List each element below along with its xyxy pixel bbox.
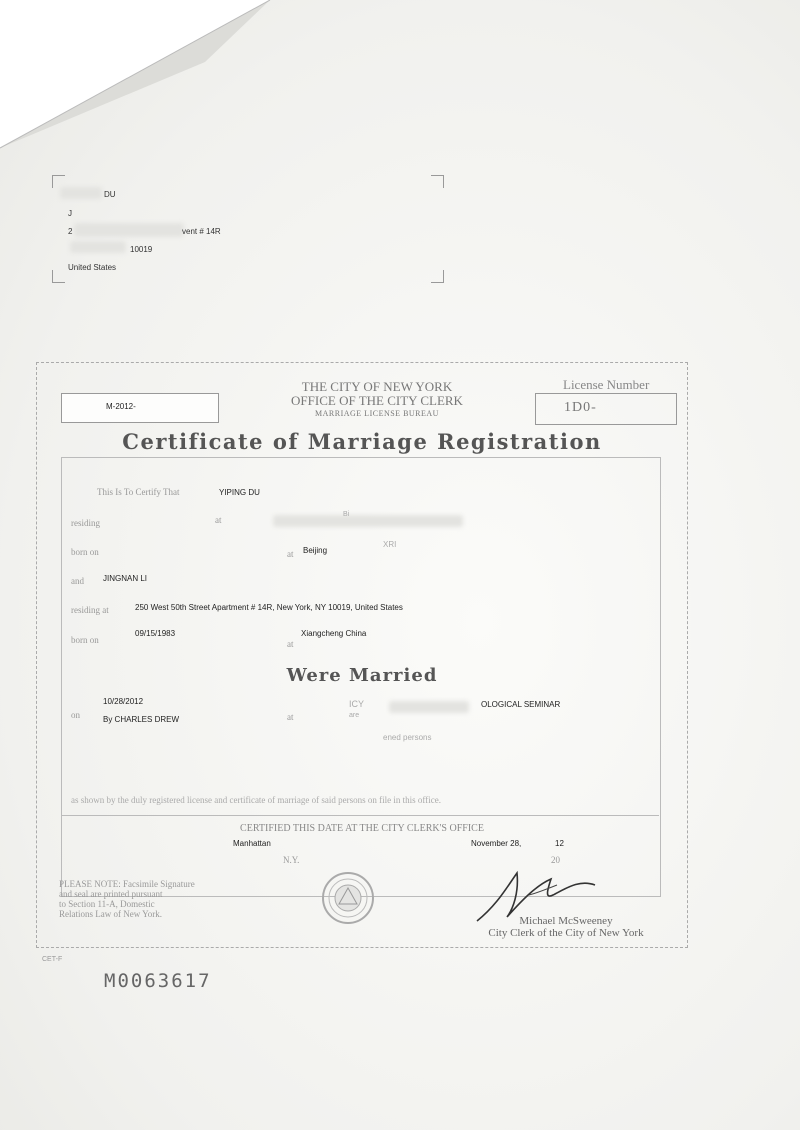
- person1-birthplace: Beijing: [303, 546, 328, 555]
- serial-number: M-2012-: [106, 402, 136, 411]
- person1-name: YIPING DU: [219, 488, 260, 497]
- person2-residence: 250 West 50th Street Apartment # 14R, New York, NY 10019, United States: [135, 603, 403, 612]
- person1-birthplace-fragment: XRI: [383, 540, 397, 549]
- person2-name: JINGNAN LI: [103, 574, 148, 583]
- license-number-value: 1D0-: [564, 400, 597, 415]
- redaction-smudge: [273, 515, 463, 527]
- license-number-box: [535, 393, 677, 425]
- redaction-smudge: [389, 701, 469, 713]
- borough: Manhattan: [233, 839, 271, 848]
- address-line-3: 10019: [130, 245, 153, 254]
- at-label: at: [287, 639, 294, 649]
- at-label: at: [287, 549, 294, 559]
- address-country: United States: [68, 263, 117, 272]
- certified-date: November 28,: [471, 839, 522, 848]
- address-bracket: [52, 270, 65, 283]
- certified-date-line: CERTIFIED THIS DATE AT THE CITY CLERK'S OFFICE: [240, 823, 484, 834]
- address-bracket: [431, 175, 444, 188]
- marriage-date: 10/28/2012: [103, 697, 144, 706]
- folded-page-corner: [0, 0, 300, 160]
- person1-residence-fragment: Bi: [343, 511, 350, 518]
- signer-block: [461, 915, 671, 939]
- certified-year-prefix: 20: [551, 855, 560, 865]
- serial-number-box: [61, 393, 219, 423]
- location-fragment: are: [349, 712, 360, 719]
- redaction-smudge: [60, 187, 102, 199]
- person2-birth-date: 09/15/1983: [135, 629, 176, 638]
- state-abbrev: N.Y.: [283, 855, 300, 865]
- city-seal-icon: [321, 871, 375, 925]
- mailing-address-block: [52, 175, 444, 283]
- redaction-smudge: [70, 241, 126, 253]
- residing-label: residing: [71, 518, 100, 528]
- facsimile-note: [59, 879, 195, 919]
- at-label: at: [215, 515, 222, 525]
- address-line-1: J: [68, 209, 72, 218]
- born-on-label: born on: [71, 635, 99, 645]
- certified-year-suffix: 12: [555, 839, 564, 848]
- document-number: M0063617: [104, 970, 212, 992]
- location-fragment: ICY: [349, 699, 365, 709]
- at-label: at: [287, 712, 294, 722]
- on-label: on: [71, 710, 80, 720]
- header-bureau: MARRIAGE LICENSE BUREAU: [315, 409, 439, 418]
- address-name: DU: [104, 190, 116, 199]
- signer-name: Michael McSweeney: [519, 915, 613, 927]
- person2-birthplace: Xiangcheng China: [301, 629, 367, 638]
- location-fragment: OLOGICAL SEMINAR: [481, 700, 561, 709]
- signer-title: City Clerk of the City of New York: [488, 927, 644, 939]
- and-label: and: [71, 576, 84, 586]
- born-on-label: born on: [71, 547, 99, 557]
- marriage-certificate: [36, 362, 688, 948]
- note-line: and seal are printed pursuant: [59, 889, 163, 899]
- residing-at-label: residing at: [71, 605, 109, 615]
- address-bracket: [431, 270, 444, 283]
- redaction-smudge: [74, 223, 184, 237]
- were-married-heading: Were Married: [286, 665, 438, 686]
- address-line-2-start: 2: [68, 227, 73, 236]
- address-line-2-end: vent # 14R: [182, 227, 221, 236]
- note-line: to Section 11-A, Domestic: [59, 899, 155, 909]
- header-city: THE CITY OF NEW YORK: [301, 379, 453, 394]
- certificate-title: Certificate of Marriage Registration: [122, 429, 602, 454]
- location-fragment: ened persons: [383, 733, 432, 742]
- license-number-label: License Number: [563, 377, 650, 392]
- officiant: By CHARLES DREW: [103, 715, 180, 724]
- form-code: CET-F: [42, 956, 63, 963]
- note-line: Relations Law of New York.: [59, 909, 162, 919]
- certification-statement: as shown by the duly registered license and certificate of marriage of said persons on file in this office.: [71, 795, 441, 805]
- note-line: PLEASE NOTE: Facsimile Signature: [59, 879, 195, 889]
- certify-label: This Is To Certify That: [97, 487, 180, 497]
- header-office: OFFICE OF THE CITY CLERK: [291, 393, 463, 408]
